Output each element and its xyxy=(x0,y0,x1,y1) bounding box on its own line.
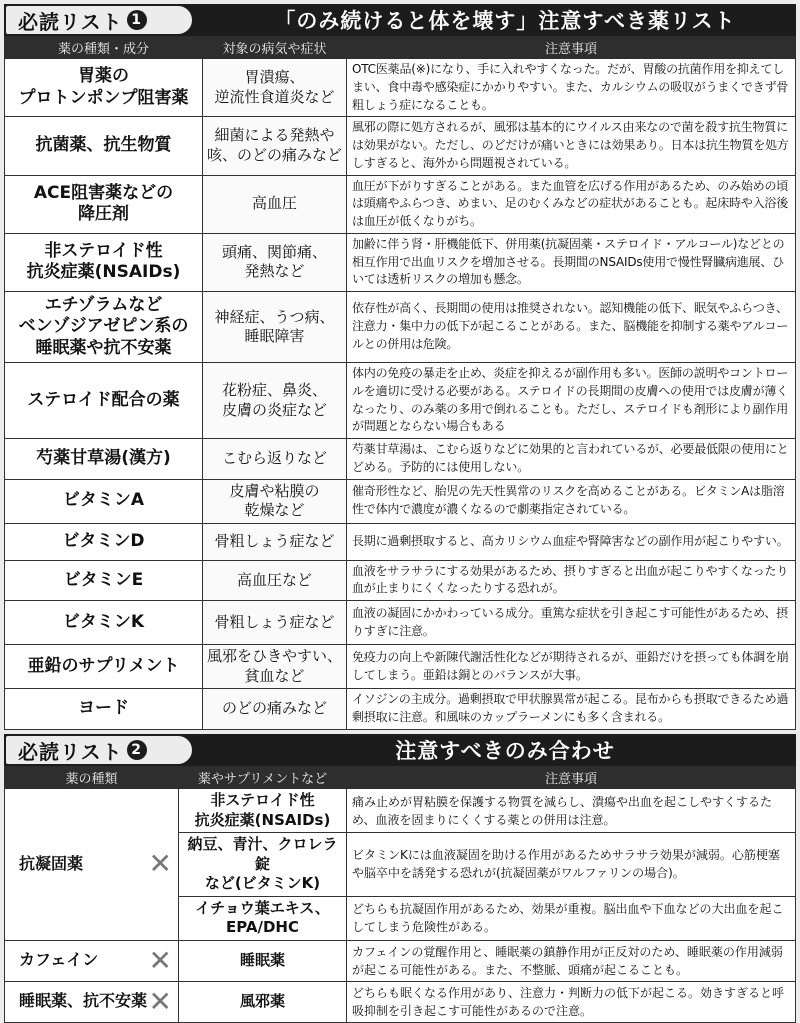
target-condition-text: 神経症、うつ病、 睡眠障害 xyxy=(214,307,335,345)
drug-name-text: エチゾラムなど ベンゾジアゼピン系の 睡眠薬や抗不安薬 xyxy=(18,295,189,358)
note: ビタミンKには血液凝固を助ける作用があるためサラサラ効果が減弱。心筋梗塞や脳卒中を誘発する恐れが(抗凝固薬がワルファリンの場合)。 xyxy=(347,833,796,897)
drug-name-text: 亜鉛のサプリメント xyxy=(27,655,180,676)
target-condition-text: 骨粗しょう症など xyxy=(214,531,335,550)
target-condition xyxy=(203,363,347,439)
note: 芍薬甘草湯は、こむら返りなどに効果的と言われているが、必要最低限の使用にとどめる。予防的には使用しない。 xyxy=(347,439,796,480)
table-row xyxy=(5,560,796,601)
partner xyxy=(179,896,347,940)
header-drug-type: 薬の種類 xyxy=(5,767,179,789)
drug-name xyxy=(5,479,203,523)
target-condition-text: 骨粗しょう症など xyxy=(214,612,335,631)
list-1-title: 「のみ続けると体を壊す」注意すべき薬リスト xyxy=(274,9,736,33)
table-row xyxy=(5,689,796,730)
note: 血液をサラサラにする効果があるため、摂りすぎると出血が起こりやすくなったり血が止まりにくくなったりする恐れが。 xyxy=(347,560,796,601)
drug-name-text: 抗菌薬、抗生物質 xyxy=(35,135,172,156)
table-row xyxy=(5,645,796,689)
list-2-table xyxy=(4,766,796,1023)
drug-name xyxy=(5,689,203,730)
table-row xyxy=(5,940,796,981)
drug-name xyxy=(5,59,203,117)
header-target: 対象の病気や症状 xyxy=(203,37,347,59)
list-2-title: 注意すべきのみ合わせ xyxy=(395,739,615,763)
note: 血液の凝固にかかわっている成分。重篤な症状を引き起こす可能性があるため、摂りすぎに注意。 xyxy=(347,601,796,645)
cross-icon: ✕ xyxy=(148,847,172,881)
list-1-section xyxy=(4,4,796,730)
drug-name-text: ビタミンE xyxy=(63,569,144,590)
note: 血圧が下がりすぎることがある。また血管を広げる作用があるため、のみ始めの頃は頭痛やふらつき、めまい、足のむくみなどの症状があることも。起床時や入浴後は血圧が低くなりがち。 xyxy=(347,175,796,233)
drug-group-name: 抗凝固薬 xyxy=(19,853,84,873)
drug-name xyxy=(5,292,203,363)
list-1-tag xyxy=(4,4,194,36)
partner-text: イチョウ葉エキス、 EPA/DHC xyxy=(195,898,330,936)
note: 長期に過剰摂取すると、高カリシウム血症や腎障害などの副作用が起こりやすい。 xyxy=(347,523,796,560)
target-condition xyxy=(203,233,347,291)
target-condition-text: 高血圧 xyxy=(251,194,297,213)
drug-name-text: ヨード xyxy=(78,698,129,719)
list-2-header-row xyxy=(5,767,796,789)
table-row xyxy=(5,981,796,1022)
drug-name xyxy=(5,233,203,291)
note: どちらも眠くなる作用があり、注意力・判断力の低下が起こる。効きすぎると呼吸抑制を引き起こす可能性があるので注意。 xyxy=(347,981,796,1022)
drug-name xyxy=(5,560,203,601)
table-row xyxy=(5,59,796,117)
note: イソジンの主成分。過剰摂取で甲状腺異常が起こる。昆布からも摂取できるため過剰摂取に注意。和風味のカップラーメンにも多く含まれる。 xyxy=(347,689,796,730)
drug-name-text: 非ステロイド性 抗炎症薬(NSAIDs) xyxy=(26,241,181,283)
note: 体内の免疫の暴走を止め、炎症を抑えるが副作用も多い。医師の説明やコントロールを適切に受ける必要がある。ステロイドの長期間の皮膚への使用では皮膚が薄くなったり、のみ薬の多用で倒れることも。ただし、ステロイドも剤形により副作用が問題とならない場合もある xyxy=(347,363,796,439)
list-2-tag xyxy=(4,734,194,766)
target-condition-text: のどの痛みなど xyxy=(221,699,327,717)
target-condition-text: 花粉症、鼻炎、 皮膚の炎症など xyxy=(221,381,327,419)
list-1-table xyxy=(4,36,796,730)
note: 風邪の際に処方されるが、風邪は基本的にウイルス由来なので菌を殺す抗生物質には効果がない。ただし、のどだけが痛いときには効果あり。日本は抗生物質を処方しすぎると、海外から問題視されている。 xyxy=(347,117,796,175)
drug-group xyxy=(5,789,179,941)
header-notes: 注意事項 xyxy=(347,767,796,789)
target-condition-text: 頭痛、関節痛、 発熱など xyxy=(221,242,327,281)
note: 加齢に伴う肾・肝機能低下、併用薬(抗凝固薬・ステロイド・アルコール)などとの相互作用で出血リスクを増加させる。長期間のNSAIDs使用で慢性腎臓病進展、ひいては透析リスクの増加も懸念。 xyxy=(347,233,796,291)
drug-name-text: 芍薬甘草湯(漢方) xyxy=(36,448,171,469)
table-row xyxy=(5,601,796,645)
cross-icon: ✕ xyxy=(148,984,172,1018)
table-row xyxy=(5,363,796,439)
drug-name xyxy=(5,523,203,560)
cross-icon: ✕ xyxy=(148,943,172,977)
partner xyxy=(179,789,347,833)
note: どちらも抗凝固作用があるため、効果が重複。脳出血や下血などの大出血を起こしてしまう危険性がある。 xyxy=(347,896,796,940)
header-partner: 薬やサプリメントなど xyxy=(179,767,347,789)
table-row xyxy=(5,479,796,523)
table-row xyxy=(5,233,796,291)
partner-text: 風邪薬 xyxy=(239,991,285,1010)
table-row xyxy=(5,117,796,175)
drug-name xyxy=(5,645,203,689)
target-condition xyxy=(203,523,347,560)
partner xyxy=(179,981,347,1022)
note: OTC医薬品(※)になり、手に入れやすくなった。だが、胃酸の抗菌作用を抑えてしまい、食中毒や感染症にかかりやすい。また、カルシウムの吸収がうまくできず骨粗しょう症になることも。 xyxy=(347,59,796,117)
drug-name-text: ACE阻害薬などの 降圧剤 xyxy=(33,182,174,225)
partner xyxy=(179,940,347,981)
partner xyxy=(179,833,347,897)
header-drug-type: 薬の種類・成分 xyxy=(5,37,203,59)
partner-text: 非ステロイド性 抗炎症薬(NSAIDs) xyxy=(194,791,331,829)
table-row xyxy=(5,292,796,363)
target-condition xyxy=(203,175,347,233)
table-row xyxy=(5,523,796,560)
note: 依存性が高く、長期間の使用は推奨されない。認知機能の低下、眠気やふらつき、注意力・集中力の低下が起こることがある。また、脳機能を抑制する薬やアルコールとの併用は危険。 xyxy=(347,292,796,363)
drug-group xyxy=(5,981,179,1022)
list-2-section xyxy=(4,734,796,1023)
list-2-tag-label: 必読リスト xyxy=(18,739,123,764)
target-condition xyxy=(203,645,347,689)
table-row xyxy=(5,175,796,233)
note: 免疫力の向上や新陳代謝活性化などが期待されるが、亜鉛だけを摂っても体調を崩してしまう。亜鉛は銅とのバランスが大事。 xyxy=(347,645,796,689)
list-2-tag-number: 2 xyxy=(127,740,147,760)
drug-name xyxy=(5,601,203,645)
target-condition-text: 風邪をひきやすい、 貧血など xyxy=(207,647,343,685)
drug-group-name: 睡眠薬、抗不安薬 xyxy=(19,991,148,1011)
note: 痛み止めが胃粘膜を保護する物質を減らし、潰瘍や出血を起こしやすくするため、血液を固まりにくくする薬との併用は注意。 xyxy=(347,789,796,833)
drug-name xyxy=(5,363,203,439)
target-condition xyxy=(203,601,347,645)
target-condition-text: 高血圧など xyxy=(236,570,312,589)
drug-name-text: ビタミンA xyxy=(62,490,145,511)
target-condition-text: こむら返りなど xyxy=(221,449,327,467)
target-condition xyxy=(203,479,347,523)
drug-name-text: ステロイド配合の薬 xyxy=(27,389,180,410)
target-condition xyxy=(203,292,347,363)
target-condition xyxy=(203,560,347,601)
target-condition-text: 細菌による発熱や 咳、のどの痛みなど xyxy=(207,126,343,164)
drug-name-text: 胃薬の プロトンポンプ阻害薬 xyxy=(18,66,189,108)
drug-group xyxy=(5,940,179,981)
target-condition-text: 胃潰瘍、 逆流性食道炎など xyxy=(214,68,335,106)
drug-name xyxy=(5,175,203,233)
target-condition xyxy=(203,439,347,480)
note: カフェインの覚醒作用と、睡眠薬の鎮静作用が正反対のため、睡眠薬の作用減弱が起こる可能性がある。また、不整脈、頭痛が起こることも。 xyxy=(347,940,796,981)
drug-name-text: ビタミンK xyxy=(62,611,145,632)
list-2-banner xyxy=(4,734,796,766)
drug-name xyxy=(5,117,203,175)
list-1-header-row xyxy=(5,37,796,59)
table-row xyxy=(5,439,796,480)
list-1-tag-number: 1 xyxy=(127,10,147,30)
drug-name-text: ビタミンD xyxy=(62,530,145,551)
partner-text: 納豆、青汁、クロレラ錠 など(ビタミンK) xyxy=(187,835,338,892)
drug-group-name: カフェイン xyxy=(19,950,99,970)
list-1-tag-label: 必読リスト xyxy=(18,9,123,34)
target-condition xyxy=(203,117,347,175)
note: 催奇形性など、胎児の先天性異常のリスクを高めることがある。ビタミンAは脂溶性で体内で濃度が濃くなるので劇薬指定されている。 xyxy=(347,479,796,523)
table-row xyxy=(5,789,796,833)
target-condition xyxy=(203,59,347,117)
list-1-banner xyxy=(4,4,796,36)
target-condition-text: 皮膚や粘膜の 乾燥など xyxy=(229,481,320,519)
header-notes: 注意事項 xyxy=(347,37,796,59)
target-condition xyxy=(203,689,347,730)
partner-text: 睡眠薬 xyxy=(239,950,285,969)
drug-name xyxy=(5,439,203,480)
